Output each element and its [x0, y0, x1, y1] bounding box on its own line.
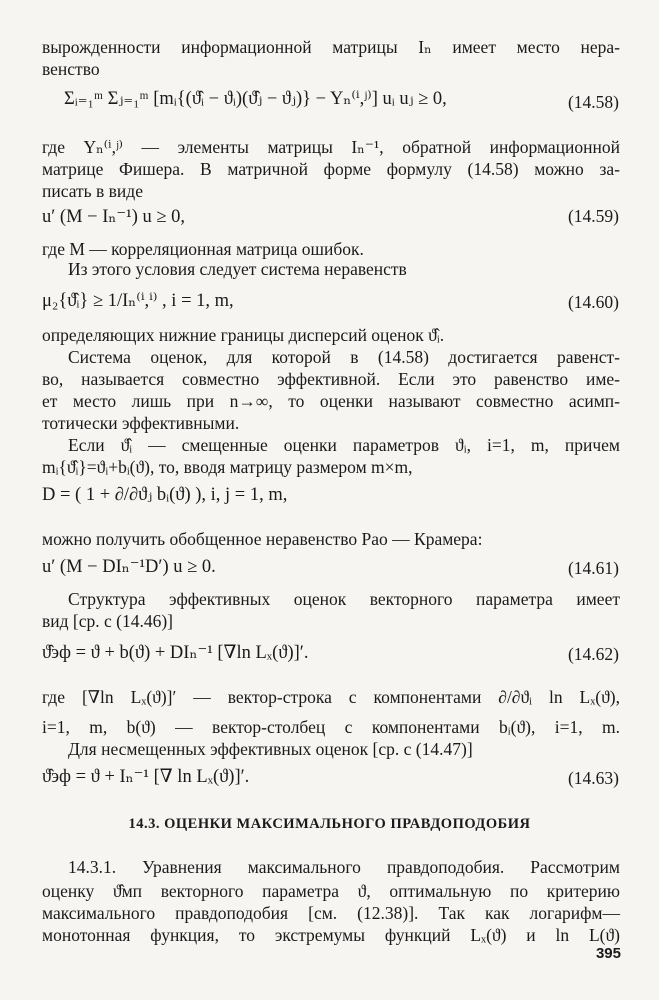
equation-number: (14.58) — [567, 92, 619, 112]
equation-number: (14.61) — [567, 558, 619, 578]
text-line: Если ϑ̂ᵢ — смещенные оценки параметров ϑᵢ, i=1, m, причем — [68, 435, 620, 455]
text-line: определяющих нижние границы дисперсий оценок ϑ̂ᵢ. — [42, 325, 445, 345]
equation-number: (14.62) — [567, 644, 619, 664]
equation-number: (14.63) — [567, 768, 619, 788]
text-line: монотонная функция, то экстремумы функций Lₓ(ϑ) и ln L(ϑ) — [42, 925, 620, 945]
equation-number: (14.60) — [567, 292, 619, 312]
text-line: ет место лишь при n→∞, то оценки называют совместно асимп- — [42, 391, 620, 411]
text-line: Для несмещенных эффективных оценок [ср. с (14.47)] — [68, 739, 473, 759]
text-line: Из этого условия следует система неравенств — [68, 259, 407, 279]
text-line: максимального правдоподобия [см. (12.38)]. Так как логарифм— — [42, 903, 620, 923]
text-line: где [∇ln Lₓ(ϑ)]′ — вектор-строка с компонентами ∂/∂ϑᵢ ln Lₓ(ϑ), — [42, 687, 620, 707]
text-line: оценку ϑ̂мп векторного параметра ϑ, оптимальную по критерию — [42, 881, 620, 901]
text-line: где Yₙ⁽ⁱ,ʲ⁾ — элементы матрицы Iₙ⁻¹, обратной информационной — [42, 137, 620, 157]
text-line: Структура эффективных оценок векторного параметра имеет — [68, 589, 620, 609]
section-heading: 14.3. ОЦЕНКИ МАКСИМАЛЬНОГО ПРАВДОПОДОБИЯ — [128, 816, 531, 832]
text-line: Система оценок, для которой в (14.58) достигается равенст- — [68, 347, 620, 367]
text-line: вырожденности информационной матрицы Iₙ имеет место нера- — [42, 37, 620, 57]
text-line: можно получить обобщенное неравенство Рао — Крамера: — [42, 529, 483, 549]
text-line: венство — [42, 59, 100, 79]
subsection-line: 14.3.1. Уравнения максимального правдоподобия. Рассмотрим — [68, 857, 620, 877]
text-line: где M — корреляционная матрица ошибок. — [42, 239, 364, 259]
equation-14-62: ϑ̂эф = ϑ + b(ϑ) + DIₙ⁻¹ [∇ln Lₓ(ϑ)]′. — [42, 643, 309, 663]
equation-14-58: Σᵢ₌₁ᵐ Σⱼ₌₁ᵐ [mᵢ{(ϑ̂ᵢ − ϑᵢ)(ϑ̂ⱼ − ϑⱼ)} − Yₙ⁽ⁱ,ʲ⁾] uᵢ uⱼ ≥ 0, — [64, 89, 447, 109]
equation-14-63: ϑ̂эф = ϑ + Iₙ⁻¹ [∇ ln Lₓ(ϑ)]′. — [42, 767, 250, 787]
text-line: писать в виде — [42, 181, 143, 201]
equation-number: (14.59) — [567, 206, 619, 226]
equation-14-59: u′ (M − Iₙ⁻¹) u ≥ 0, — [42, 207, 186, 227]
text-line: i=1, m, b(ϑ) — вектор-столбец с компонентами bᵢ(ϑ), i=1, m. — [42, 717, 620, 737]
text-line: тотически эффективными. — [42, 413, 240, 433]
text-line: вид [ср. с (14.46)] — [42, 611, 174, 631]
text-line: mᵢ{ϑ̂ᵢ}=ϑᵢ+bᵢ(ϑ), то, вводя матрицу размером m×m, — [42, 457, 413, 477]
equation-14-61: u′ (M − DIₙ⁻¹D′) u ≥ 0. — [42, 557, 216, 577]
equation-14-60: μ₂{ϑ̂ᵢ} ≥ 1/Iₙ⁽ⁱ,ⁱ⁾ , i = 1, m, — [42, 291, 234, 311]
text-line: матрице Фишера. В матричной форме формулу (14.58) можно за- — [42, 159, 620, 179]
page-number: 395 — [595, 945, 621, 962]
text-line: во, называется совместно эффективной. Если это равенство име- — [42, 369, 620, 389]
matrix-D-definition: D = ( 1 + ∂/∂ϑⱼ bᵢ(ϑ) ), i, j = 1, m, — [42, 485, 288, 505]
